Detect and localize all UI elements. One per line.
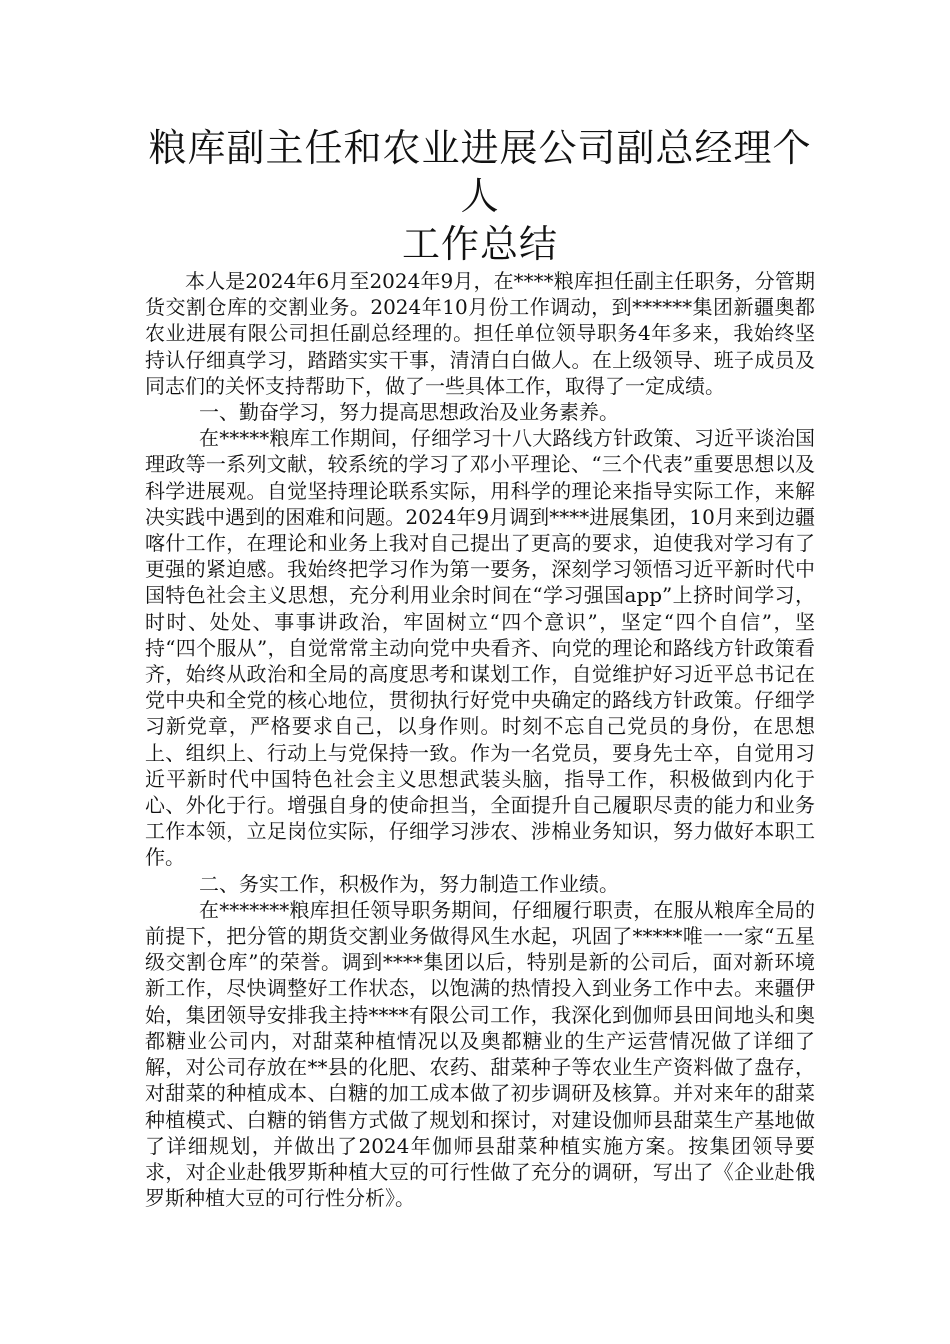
section-heading-2: 二、务实工作，积极作为，努力制造工作业绩。 — [199, 871, 619, 896]
section-1-paragraph: 在*****粮库工作期间，仔细学习十八大路线方针政策、习近平谈治国理政等一系列文献，较系统的学习了邓小平理论、“三个代表”重要思想以及科学进展观。自觉坚持理论联系实际，用科学的理论来指导实际工作，来解决实践中遇到的困难和问题。2024年9月调到****进展集团，10月来到边疆喀什工作，在理论和业务上我对自己提出了更高的要求，迫使我对学习有了更强的紧迫感。我始终把学习作为第一要务，深刻学习领悟习近平新时代中国特色社会主义思想，充分利用业余时间在“学习强国app”上挤时间学习，时时、处处、事事讲政治，牢固树立“四个意识”，坚定“四个自信”，坚持“四个服从”，自觉常常主动向党中央看齐、向党的理论和路线方针政策看齐，始终从政治和全局的高度思考和谋划工作，自觉维护好习近平总书记在党中央和全党的核心地位，贯彻执行好党中央确定的路线方针政策。仔细学习新党章，严格要求自己，以身作则。时刻不忘自己党员的身份，在思想上、组织上、行动上与党保持一致。作为一名党员，要身先士卒，自觉用习近平新时代中国特色社会主义思想武装头脑，指导工作，积极做到内化于心、外化于行。增强自身的使命担当，全面提升自己履职尽责的能力和业务工作本领，立足岗位实际，仔细学习涉农、涉棉业务知识，努力做好本职工作。 — [145, 426, 815, 870]
document-page — [145, 124, 815, 1211]
title-line-2: 工作总结 — [401, 222, 558, 266]
section-2-paragraph: 在*******粮库担任领导职务期间，仔细履行职责，在服从粮库全局的前提下，把分管的期货交割业务做得风生水起，巩固了*****唯一一家“五星级交割仓库”的荣誉。调到****集团以后，特别是新的公司后，面对新环境新工作，尽快调整好工作状态，以饱满的热情投入到业务工作中去。来疆伊始，集团领导安排我主持****有限公司工作，我深化到伽师县田间地头和奥都糖业公司内，对甜菜种植情况以及奥都糖业的生产运营情况做了详细了解，对公司存放在**县的化肥、农药、甜菜种子等农业生产资料做了盘存，对甜菜的种植成本、白糖的加工成本做了初步调研及核算。并对来年的甜菜种植模式、白糖的销售方式做了规划和探讨，对建设伽师县甜菜生产基地做了详细规划，并做出了2024年伽师县甜菜种植实施方案。按集团领导要求，对企业赴俄罗斯种植大豆的可行性做了充分的调研，写出了《企业赴俄罗斯种植大豆的可行性分析》。 — [145, 897, 815, 1211]
document-title — [145, 124, 815, 268]
intro-paragraph: 本人是2024年6月至2024年9月，在****粮库担任副主任职务，分管期货交割仓库的交割业务。2024年10月份工作调动，到******集团新疆奥都农业进展有限公司担任副总经理的。担任单位领导职务4年多来，我始终坚持认仔细真学习，踏踏实实干事，清清白白做人。在上级领导、班子成员及同志们的关怀支持帮助下，做了一些具体工作，取得了一定成绩。 — [145, 269, 815, 398]
document-body — [145, 268, 815, 1211]
section-heading-1: 一、勤奋学习，努力提高思想政治及业务素养。 — [199, 400, 619, 425]
title-line-1: 粮库副主任和农业进展公司副总经理个人 — [148, 126, 812, 218]
